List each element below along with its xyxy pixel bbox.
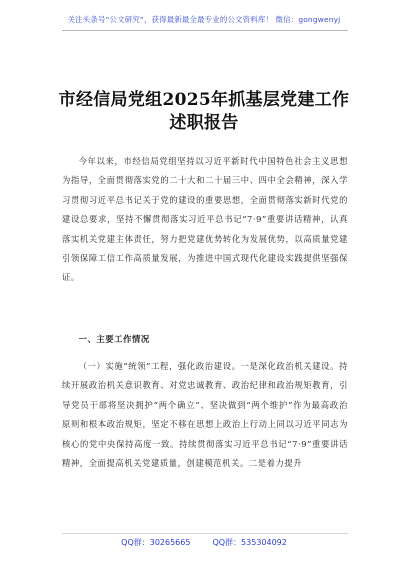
document-title-line-1: 市经信局党组2025年抓基层党建工作 xyxy=(58,90,350,110)
section-heading-main-work: 一、主要工作情况 xyxy=(78,334,150,344)
intro-paragraph-block xyxy=(62,152,348,288)
header-divider xyxy=(62,30,348,31)
footer xyxy=(0,537,408,548)
section-1-paragraph-block xyxy=(62,357,348,473)
section-1-paragraph: （一）实施“统领”工程，强化政治建设。一是深化政治机关建设。持续开展政治机关意识教育、对党忠诚教育、政治纪律和政治规矩教育，引导党员干部将坚决拥护“两个确立”、坚决做到“两个维护”作为最高政治原则和根本政治规矩，坚定不移在思想上政治上行动上同以习近平同志为核心的党中央保持高度一致。持续贯彻落实习近平总书记“7·9”重要讲话精神，全面提高机关党建质量，创建模范机关。二是着力提升 xyxy=(62,361,348,469)
footer-qq-group-2: QQ群：535304092 xyxy=(212,538,287,547)
header-banner: 关注头条号“公文研究”，获得最新最全最专业的公文资料库！ 微信：gongwenyj xyxy=(67,15,341,24)
footer-qq-group-1: QQ群：30265665 xyxy=(121,538,191,547)
intro-paragraph: 今年以来，市经信局党组坚持以习近平新时代中国特色社会主义思想为指导，全面贯彻落实党的二十大和二十届三中、四中全会精神，深入学习贯彻习近平总书记关于党的建设的重要思想，全面贯彻落实新时代党的建设总要求，坚持不懈贯彻落实习近平总书记“7·9”重要讲话精神，认真落实机关党建主体责任，努力把党建优势转化为发展优势，以高质量党建引领保障工信工作高质量发展，为推进中国式现代化建设实践提供坚强保证。 xyxy=(62,156,348,283)
footer-divider xyxy=(62,533,348,534)
document-title-line-2: 述职报告 xyxy=(169,113,239,133)
